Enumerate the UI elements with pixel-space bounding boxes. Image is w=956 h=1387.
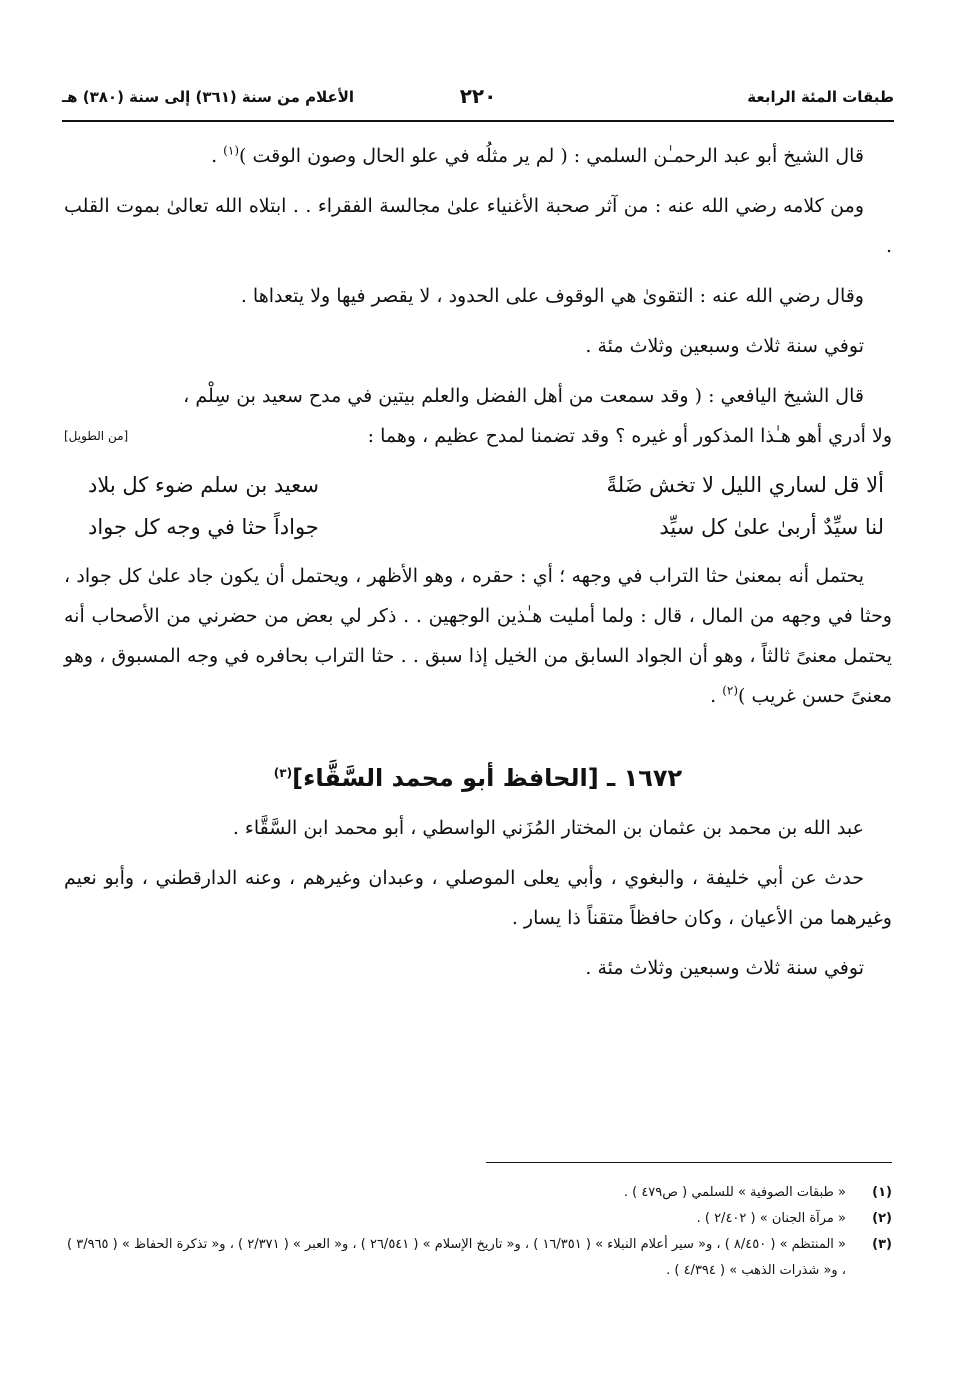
footnotes xyxy=(64,1180,892,1284)
poetic-meter-label: [من الطويل] xyxy=(64,429,129,443)
verse-first-hemistich: ألا قل لساري الليل لا تخش ضَلةً xyxy=(606,473,884,497)
running-header xyxy=(62,84,894,118)
entry-heading xyxy=(64,756,892,800)
footnote-number: (٢) xyxy=(872,1211,892,1226)
header-range: الأعلام من سنة (٣٦١) إلى سنة (٣٨٠) هـ xyxy=(62,88,355,106)
verse-second-hemistich: جواداً حثا في وجه كل جواد xyxy=(88,515,319,539)
paragraph xyxy=(64,136,892,176)
paragraph-tail: . xyxy=(710,685,723,707)
footnote-text: « مرآة الجنان » ( ٢/٤٠٢ ) . xyxy=(696,1211,846,1226)
paragraph: قال الشيخ اليافعي : ( وقد سمعت من أهل الفضل والعلم بيتين في مدح سعيد بن سِلْم ، xyxy=(183,385,864,407)
verse-second-hemistich: سعيد بن سلم ضوء كل بلاد xyxy=(88,473,319,497)
header-book-title: طبقات المئة الرابعة xyxy=(747,88,894,106)
paragraph-text: يحتمل أنه بمعنىٰ حثا التراب في وجهه ؛ أي : حقره ، وهو الأظهر ، ويحتمل أن يكون جاد علىٰ كل جواد ، وحثا في وجهه من المال ، قال : ولما أمليت هـٰذين الوجهين . . ذكر لي بعض من حضرني من الأصحاب أنه يحتمل معنىً ثالثاً ، وهو أن الجواد السابق من الخيل إذا سبق . . حثا التراب بحافره في وجه المسبوق ، وهو معنىً حسن غريب ) xyxy=(64,565,892,707)
footnote xyxy=(64,1232,892,1284)
entry-title: ١٦٧٢ ـ [الحافظ أبو محمد السَّقَّاء] xyxy=(292,764,683,792)
paragraph xyxy=(64,556,892,716)
paragraph: توفي سنة ثلاث وسبعين وثلاث مئة . xyxy=(585,335,864,357)
verse-intro-line xyxy=(64,416,892,456)
footnote-text: « طبقات الصوفية » للسلمي ( ص٤٧٩ ) . xyxy=(623,1185,846,1200)
footnote-number: (١) xyxy=(872,1185,892,1200)
paragraph-tail: . xyxy=(211,145,224,167)
paragraph: توفي سنة ثلاث وسبعين وثلاث مئة . xyxy=(585,957,864,979)
paragraph: عبد الله بن محمد بن عثمان بن المختار المُزَني الواسطي ، أبو محمد ابن السَّقَّاء . xyxy=(232,817,864,839)
main-text xyxy=(64,136,892,998)
footnote xyxy=(64,1206,892,1232)
paragraph: وقال رضي الله عنه : التقوىٰ هي الوقوف على الحدود ، لا يقصر فيها ولا يتعداها . xyxy=(240,285,864,307)
paragraph: ومن كلامه رضي الله عنه : من آثر صحبة الأغنياء علىٰ مجالسة الفقراء . . ابتلاه الله تعالىٰ بموت القلب . xyxy=(64,195,892,257)
footnote-number: (٣) xyxy=(872,1237,892,1252)
footnote-ref[interactable]: (٢) xyxy=(722,683,739,698)
verse-intro-text: ولا أدري أهو هـٰذا المذكور أو غيره ؟ وقد تضمنا لمدح عظيم ، وهما : xyxy=(367,425,892,447)
footnote-rule xyxy=(486,1162,892,1163)
page-number: ٢٢٠ xyxy=(459,84,497,108)
verse-line xyxy=(64,506,892,548)
verse-first-hemistich: لنا سيِّدٌ أربىٰ علىٰ كل سيِّد xyxy=(659,515,884,539)
footnote xyxy=(64,1180,892,1206)
footnote-ref[interactable]: (١) xyxy=(223,143,239,158)
footnote-ref[interactable]: (٣) xyxy=(273,766,293,780)
paragraph: حدث عن أبي خليفة ، والبغوي ، وأبي يعلى الموصلي ، وعبدان وغيرهم ، وعنه الدارقطني ، وأبو نعيم وغيرهما من الأعيان ، وكان حافظاً متقناً ذا يسار . xyxy=(64,867,892,929)
verse-line xyxy=(64,464,892,506)
header-rule xyxy=(62,120,894,122)
paragraph-text: قال الشيخ أبو عبد الرحمـٰن السلمي : ( لم ير مثلُه في علو الحال وصون الوقت ) xyxy=(239,145,864,167)
footnote-text: « المنتظم » ( ٨/٤٥٠ ) ، و« سير أعلام النبلاء » ( ١٦/٣٥١ ) ، و« تاريخ الإسلام » ( ٢٦/٥٤١ ) ، و« العبر » ( ٢/٣٧١ ) ، و« تذكرة الحفاظ » ( ٣/٩٦٥ ) ، و« شذرات الذهب » ( ٤/٣٩٤ ) . xyxy=(67,1237,846,1278)
